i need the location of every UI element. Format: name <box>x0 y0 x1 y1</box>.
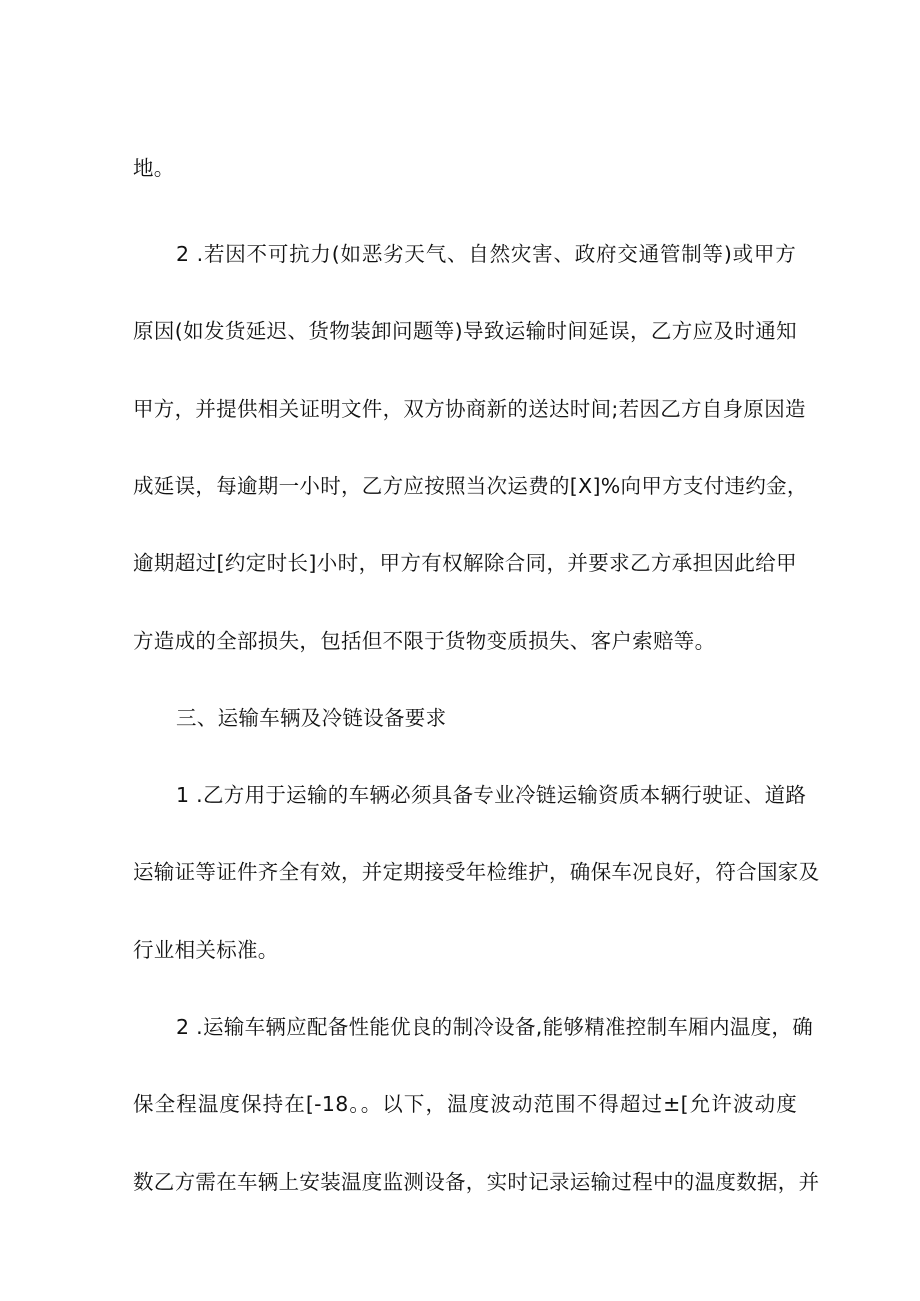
text-line-1: 地。 <box>133 156 175 180</box>
text-line-3: 原因(如发货延迟、货物装卸问题等)导致运输时间延误，乙方应及时通知 <box>133 319 797 343</box>
text-line-11: 行业相关标准。 <box>133 938 279 962</box>
text-line-9: 1 .乙方用于运输的车辆必须具备专业冷链运输资质本辆行驶证、道路 <box>176 783 807 807</box>
text-line-12: 2 .运输车辆应配备性能优良的制冷设备,能够精准控制车厢内温度，确 <box>176 1015 813 1039</box>
text-line-6: 逾期超过[约定时长]小时，甲方有权解除合同，并要求乙方承担因此给甲 <box>133 551 797 575</box>
text-line-10: 运输证等证件齐全有效，并定期接受年检维护，确保车况良好，符合国家及 <box>133 860 820 884</box>
text-line-4: 甲方，并提供相关证明文件，双方协商新的送达时间;若因乙方自身原因造 <box>133 397 806 421</box>
text-line-13: 保全程温度保持在[-18。。以下，温度波动范围不得超过±[允许波动度 <box>133 1092 797 1116</box>
text-line-5: 成延误，每逾期一小时，乙方应按照当次运费的[X]%向甲方支付违约金， <box>133 474 808 498</box>
section-heading: 三、运输车辆及冷链设备要求 <box>176 706 447 730</box>
text-line-2: 2 .若因不可抗力(如恶劣天气、自然灾害、政府交通管制等)或甲方 <box>176 242 796 266</box>
text-line-7: 方造成的全部损失，包括但不限于货物变质损失、客户索赔等。 <box>133 629 716 653</box>
text-line-14: 数乙方需在车辆上安装温度监测设备，实时记录运输过程中的温度数据，并 <box>133 1170 820 1194</box>
